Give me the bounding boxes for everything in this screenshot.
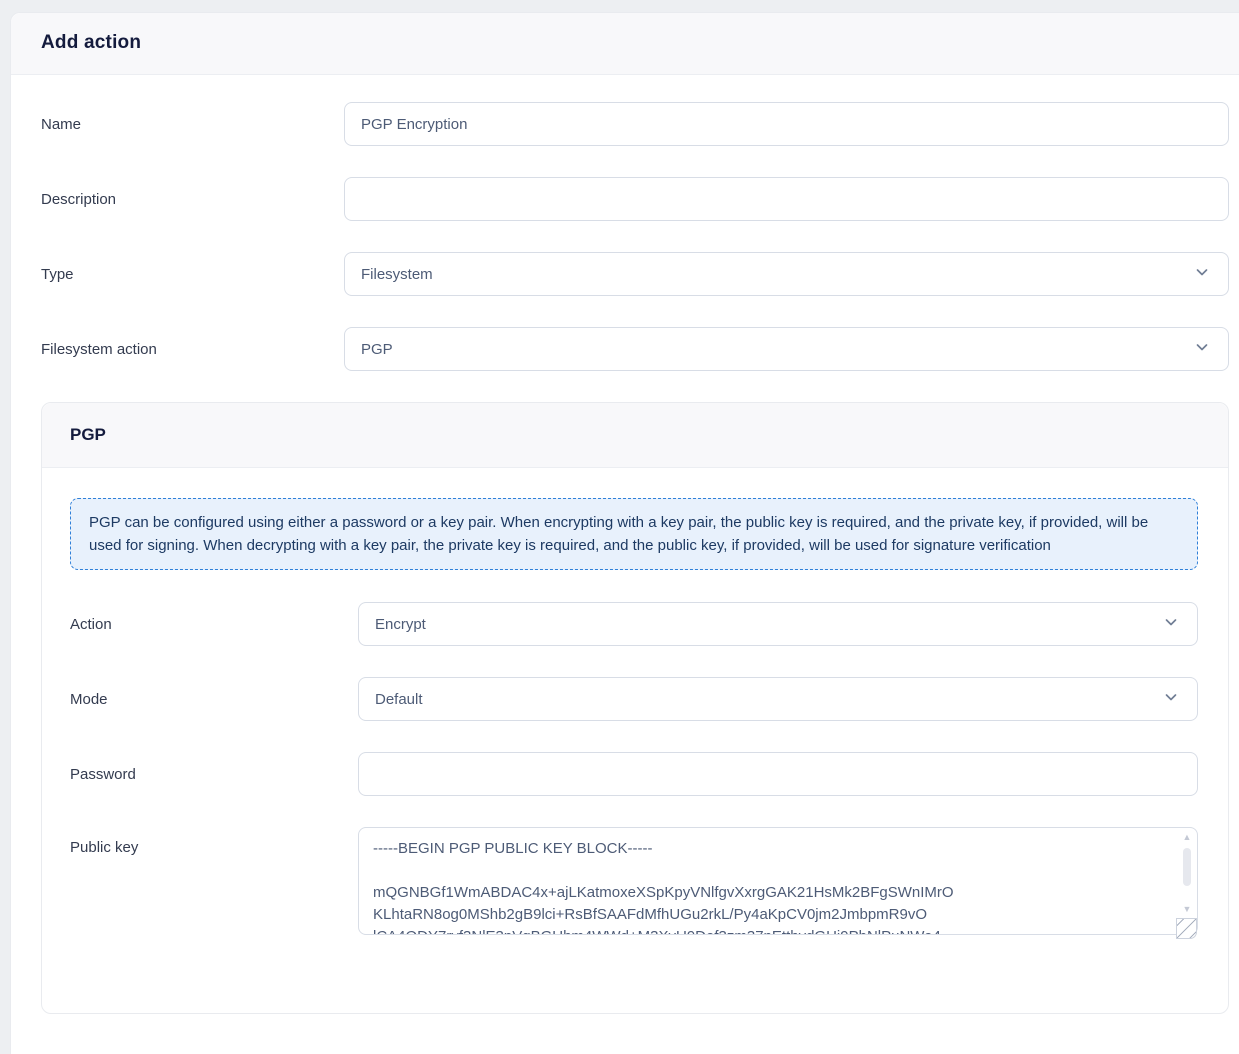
scrollbar-up-icon[interactable]: ▲	[1182, 832, 1192, 842]
pgp-mode-select[interactable]	[358, 677, 1198, 721]
form-row-pgp-mode	[70, 677, 1198, 721]
pgp-info-box	[70, 498, 1198, 570]
public-key-field	[358, 827, 1198, 940]
public-key-textarea[interactable]	[358, 827, 1198, 935]
type-select[interactable]	[344, 252, 1229, 296]
pgp-info-text: PGP can be configured using either a password or a key pair. When encrypting with a key pair, the public key is required, and the private key, if provided, will be used for signing. When decrypting with a key pair, the private key is required, and the public key, if provided, will be used for signature verification	[89, 514, 1149, 554]
filesystem-action-label: Filesystem action	[41, 340, 157, 358]
panel-header	[11, 13, 1239, 75]
pgp-action-select-value: Encrypt	[375, 615, 426, 633]
form-row-description	[41, 177, 1229, 221]
form-row-type	[41, 252, 1229, 296]
form-row-filesystem-action	[41, 327, 1229, 371]
pgp-action-select[interactable]	[358, 602, 1198, 646]
type-label: Type	[41, 265, 74, 283]
panel-body	[11, 75, 1239, 1054]
page-title: Add action	[41, 32, 142, 53]
description-label: Description	[41, 190, 117, 208]
add-action-panel	[10, 12, 1239, 1054]
pgp-mode-label: Mode	[70, 690, 108, 708]
pgp-section-header	[42, 403, 1228, 468]
form-row-pgp-action	[70, 602, 1198, 646]
scrollbar-down-icon[interactable]: ▼	[1182, 904, 1192, 914]
form-row-public-key	[70, 827, 1198, 940]
type-select-value: Filesystem	[361, 265, 433, 283]
name-input[interactable]	[344, 102, 1229, 146]
chevron-down-icon	[1194, 264, 1210, 284]
filesystem-action-select-value: PGP	[361, 340, 393, 358]
pgp-password-input[interactable]	[358, 752, 1198, 796]
pgp-section	[41, 402, 1229, 1014]
form-row-name	[41, 102, 1229, 146]
pgp-section-body	[42, 468, 1228, 1013]
pgp-action-label: Action	[70, 615, 112, 633]
chevron-down-icon	[1194, 339, 1210, 359]
chevron-down-icon	[1163, 689, 1179, 709]
resize-handle-icon[interactable]	[1176, 918, 1197, 939]
filesystem-action-select[interactable]	[344, 327, 1229, 371]
public-key-label: Public key	[70, 839, 139, 856]
name-label: Name	[41, 115, 82, 133]
pgp-password-label: Password	[70, 765, 136, 783]
pgp-mode-select-value: Default	[375, 690, 423, 708]
description-input[interactable]	[344, 177, 1229, 221]
chevron-down-icon	[1163, 614, 1179, 634]
form-row-pgp-password	[70, 752, 1198, 796]
pgp-section-title: PGP	[70, 425, 106, 444]
